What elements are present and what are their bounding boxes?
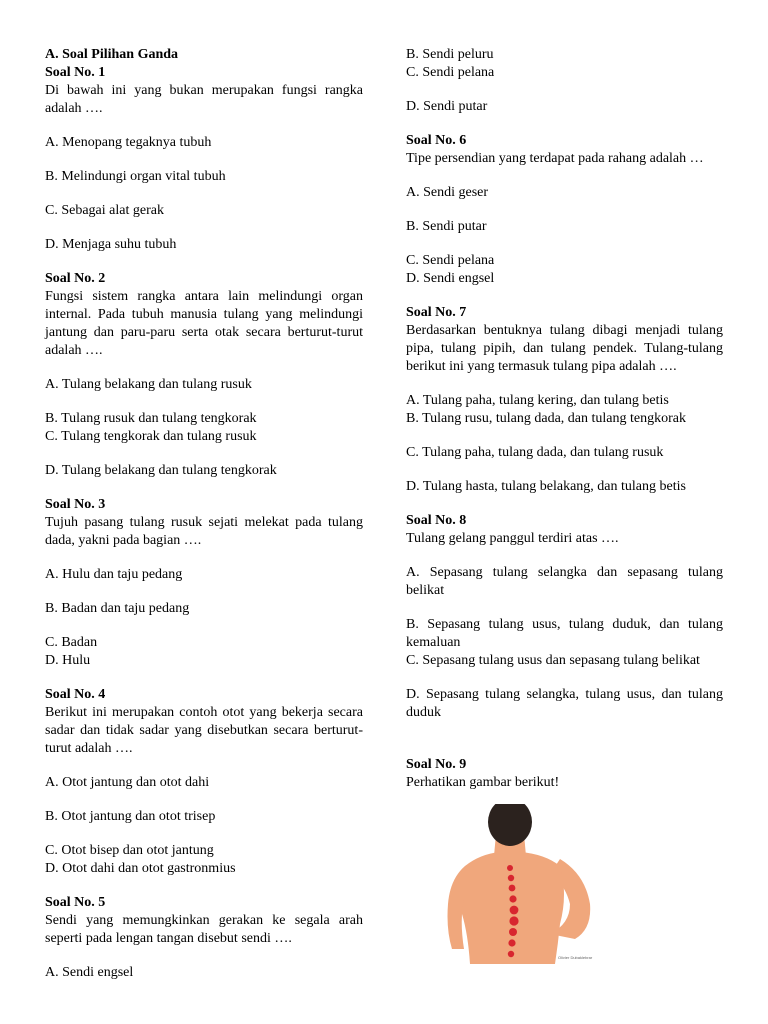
back-pain-figure [410,804,636,964]
vertebra [510,906,519,915]
right-column [406,46,723,970]
q1-title: Soal No. 1 [45,65,106,80]
vertebra [509,916,518,925]
q7-option-a: A. Tulang paha, tulang kering, dan tulang betis [406,393,669,408]
q8-option-b: B. Sepasang tulang usus, tulang duduk, dan tulang kemaluan [406,617,723,650]
q6-text: Tipe persendian yang terdapat pada rahang adalah … [406,151,704,166]
q1-option-b: B. Melindungi organ vital tubuh [45,169,226,184]
q6-option-d: D. Sendi engsel [406,271,495,286]
q2-option-a: A. Tulang belakang dan tulang rusuk [45,377,252,392]
vertebra [508,951,514,957]
q7-option-c: C. Tulang paha, tulang dada, dan tulang rusuk [406,445,664,460]
q8-title: Soal No. 8 [406,513,467,528]
q1-option-a: A. Menopang tegaknya tubuh [45,135,212,150]
q5-option-b: B. Sendi peluru [406,47,494,62]
vertebra [508,875,514,881]
q3-option-d: D. Hulu [45,653,91,668]
left-column [45,46,363,982]
q5-title: Soal No. 5 [45,895,106,910]
vertebra [509,895,516,902]
q2-title: Soal No. 2 [45,271,106,286]
q3-option-a: A. Hulu dan taju pedang [45,567,183,582]
q4-text: Berikut ini merupakan contoh otot yang bekerja secara sadar dan tidak sadar yang disebutkan secara berturut-turut adalah …. [45,705,363,756]
q5-option-c: C. Sendi pelana [406,65,495,80]
q8-option-a: A. Sepasang tulang selangka dan sepasang tulang belikat [406,565,723,598]
q6-option-b: B. Sendi putar [406,219,487,234]
figure-caption: Olivier Dubaklebrar [558,955,593,960]
vertebra [507,865,513,871]
q7-text: Berdasarkan bentuknya tulang dibagi menjadi tulang pipa, tulang pipih, dan tulang pendek. Tulang-tulang berikut ini yang termasuk tulang pipa adalah …. [406,323,723,374]
q8-option-d: D. Sepasang tulang selangka, tulang usus, dan tulang duduk [406,687,723,720]
q3-option-b: B. Badan dan taju pedang [45,601,190,616]
q5-text: Sendi yang memungkinkan gerakan ke segala arah seperti pada lengan tangan disebut sendi …. [45,913,363,946]
q7-title: Soal No. 7 [406,305,467,320]
q3-title: Soal No. 3 [45,497,106,512]
vertebra [509,928,517,936]
vertebra [508,939,515,946]
q7-option-d: D. Tulang hasta, tulang belakang, dan tulang betis [406,479,686,494]
q2-option-b: B. Tulang rusuk dan tulang tengkorak [45,411,257,426]
q4-option-c: C. Otot bisep dan otot jantung [45,843,214,858]
q3-option-c: C. Badan [45,635,98,650]
q4-option-d: D. Otot dahi dan otot gastronmius [45,861,236,876]
vertebra [509,885,516,892]
section-title: A. Soal Pilihan Ganda [45,47,179,62]
q4-title: Soal No. 4 [45,687,106,702]
q6-option-a: A. Sendi geser [406,185,489,200]
q2-option-d: D. Tulang belakang dan tulang tengkorak [45,463,277,478]
q6-option-c: C. Sendi pelana [406,253,495,268]
q7-option-b: B. Tulang rusu, tulang dada, dan tulang tengkorak [406,411,686,426]
q1-text: Di bawah ini yang bukan merupakan fungsi rangka adalah …. [45,83,363,116]
q2-option-c: C. Tulang tengkorak dan tulang rusuk [45,429,257,444]
q8-option-c: C. Sepasang tulang usus dan sepasang tulang belikat [406,653,700,668]
q5-option-d: D. Sendi putar [406,99,488,114]
q3-text: Tujuh pasang tulang rusuk sejati melekat pada tulang dada, yakni pada bagian …. [45,515,363,548]
q2-text: Fungsi sistem rangka antara lain melindungi organ internal. Pada tubuh manusia tulang yang melindungi jantung dan paru-paru serta otak secara berturut-turut adalah …. [45,289,363,358]
q6-title: Soal No. 6 [406,133,467,148]
q9-title: Soal No. 9 [406,757,467,772]
q9-text: Perhatikan gambar berikut! [406,775,560,790]
q1-option-d: D. Menjaga suhu tubuh [45,237,177,252]
q1-option-c: C. Sebagai alat gerak [45,203,164,218]
q4-option-b: B. Otot jantung dan otot trisep [45,809,216,824]
q4-option-a: A. Otot jantung dan otot dahi [45,775,210,790]
q5-option-a: A. Sendi engsel [45,965,134,980]
q8-text: Tulang gelang panggul terdiri atas …. [406,531,619,546]
